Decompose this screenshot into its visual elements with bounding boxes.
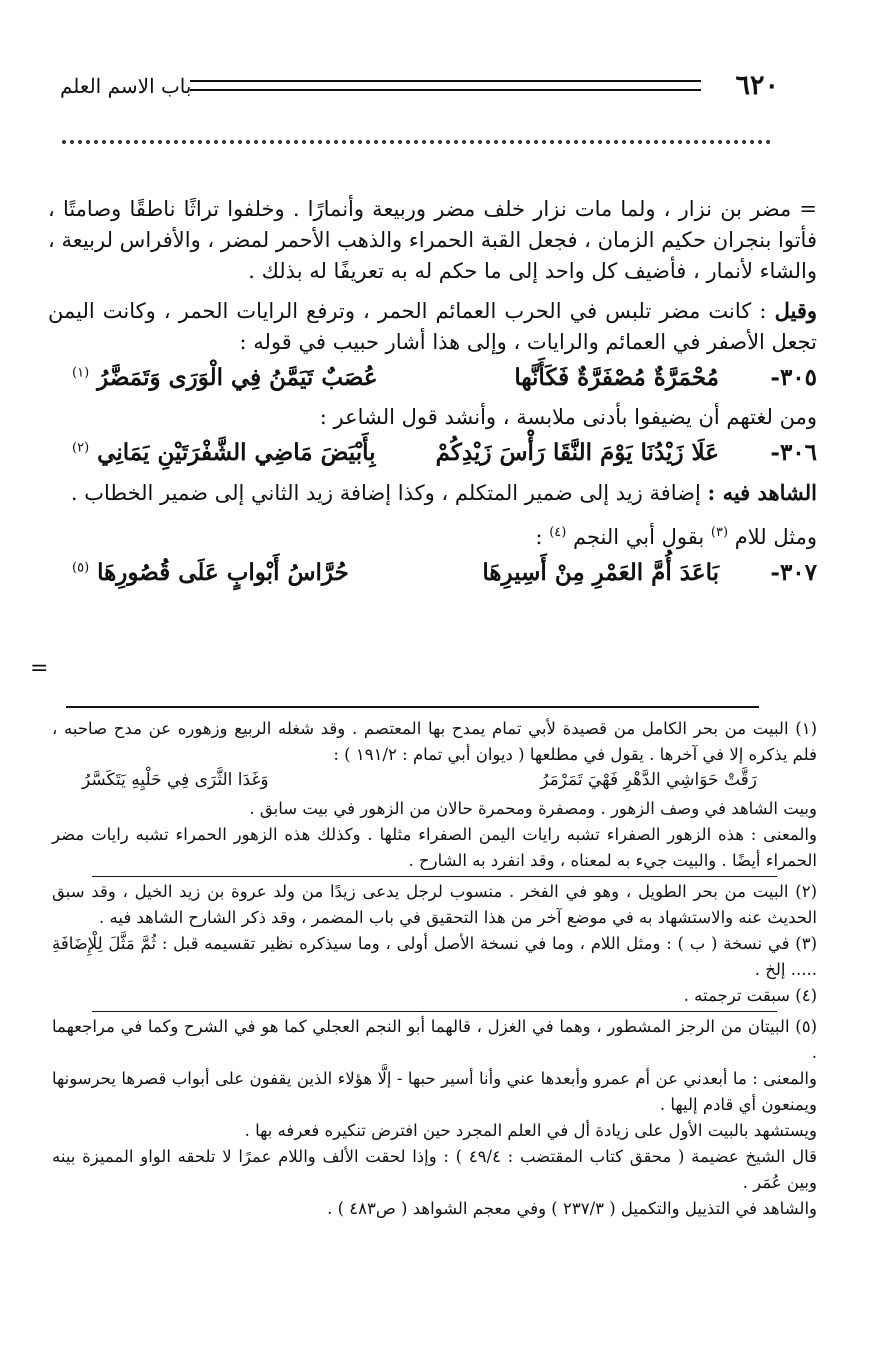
verse-hemistich-1: مُحْمَرَّةٌ مُصْفَرَّةٌ فَكَأَنَّها <box>514 364 719 391</box>
paragraph-2-lead: وقيل <box>774 298 817 323</box>
paragraph-5 <box>48 517 817 553</box>
footnote-4: (٤) سبقت ترجمته . <box>683 986 817 1005</box>
verse-306 <box>48 433 817 477</box>
main-text <box>48 194 817 597</box>
footnote-1b: وبيت الشاهد في وصف الزهور . ومصفرة ومحمرة حالان من الزهور في بيت سابق . <box>249 799 817 818</box>
paragraph-3: ومن لغتهم أن يضيفوا بأدنى ملابسة ، وأنشد قول الشاعر : <box>319 405 817 429</box>
footnote-5c: ويستشهد بالبيت الأول على زيادة أل في العلم المجرد حين افترض تنكيره فعرفه بها . <box>244 1121 817 1140</box>
footnote-ref: (١) <box>72 365 90 381</box>
continuation-mark: = <box>30 656 49 681</box>
page-header <box>60 70 779 104</box>
footnote-5b: والمعنى : ما أبعدني عن أم عمرو وأبعدها عني وأنا أسير حبها - إلَّا هؤلاء الذين يقفون على أبواب قصرها يحرسونها ويمنعون أي قادم إليها . <box>52 1069 817 1114</box>
paragraph-5-end: : <box>535 525 543 549</box>
footnote-verse-b: وَغَدَا الثَّرَى فِي حَلْيِهِ يَتَكَسَّرُ <box>82 770 269 790</box>
paragraph-2 <box>48 295 817 358</box>
header-double-rule <box>190 80 701 91</box>
verse-307 <box>48 553 817 597</box>
verse-hemistich-1: بَاعَدَ أُمَّ العَمْرِ مِنْ أَسِيرِهَا <box>482 559 719 586</box>
footnote-rule <box>66 706 759 708</box>
footnote-2: (٢) البيت من بحر الطويل ، وهو في الفخر . منسوب لرجل يدعى زيدًا من ولد عروة بن زيد الخيل ، وقد سبق الحديث عنه والاستشهاد به في موضع آخر من هذا التحقيق في باب المضمر ، وقد ذكر الشارح الشاهد فيه . <box>52 882 817 927</box>
paragraph-4-lead: الشاهد فيه : <box>707 480 817 505</box>
footnote-5: (٥) البيتان من الرجز المشطور ، وهما في الغزل ، قالهما أبو النجم العجلي كما هو في الشرح وكما في مراجعهما . <box>52 1017 817 1062</box>
verse-hemistich-2-text: عُصَبٌ تَيَمَّنُ فِي الْوَرَى وَتَمَضَّرُ <box>97 364 378 391</box>
paragraph-1: = مضر بن نزار ، ولما مات نزار خلف مضر وربيعة وأنمارًا . وخلفوا تراثًا ناطقًا وصامتًا ، فأتوا بنجران حكيم الزمان ، فجعل القبة الحمراء والذهب الأحمر لمضر ، والأفراس لربيعة ، والشاء لأنمار ، فأضيف كل واحد إلى ما حكم له به تعريفًا له بذلك . <box>48 197 817 283</box>
verse-number: ٣٠٧- <box>770 559 817 586</box>
footnote-5e: والشاهد في التذييل والتكميل ( ٢٣٧/٣ ) وفي معجم الشواهد ( ص٤٨٣ ) . <box>327 1199 817 1218</box>
footnote-1-verse <box>52 768 817 796</box>
verse-number: ٣٠٦- <box>770 439 817 466</box>
chapter-title: باب الاسم العلم <box>60 74 192 98</box>
footnote-1: (١) البيت من بحر الكامل من قصيدة لأبي تمام يمدح بها المعتصم . وقد شغله الربيع وزهوره عن مدح صاحبه ، فلم يذكره إلا في آخرها . يقول في مطلعها ( ديوان أبي تمام : ١٩١/٢ ) : <box>52 719 817 764</box>
verse-hemistich-2 <box>72 439 376 466</box>
verse-hemistich-2 <box>72 559 349 586</box>
footnote-divider <box>92 876 777 877</box>
paragraph-2-text: : كانت مضر تلبس في الحرب العمائم الحمر ، وترفع الرايات الحمر ، وكانت اليمن تجعل الأصفر في العمائم والرايات ، وإلى هذا أشار حبيب في قوله : <box>48 299 817 354</box>
paragraph-4 <box>48 477 817 509</box>
dotted-separator <box>62 140 771 144</box>
verse-number: ٣٠٥- <box>770 364 817 391</box>
verse-305 <box>48 358 817 402</box>
paragraph-5-text: ومثل للام <box>734 525 817 549</box>
paragraph-5-mid: بقول أبي النجم <box>573 525 705 549</box>
verse-hemistich-2-text: حُرَّاسُ أَبْوابٍ عَلَى قُصُورِهَا <box>97 559 349 586</box>
footnotes <box>52 716 817 1222</box>
footnote-ref: (٤) <box>549 525 567 540</box>
verse-hemistich-2-text: بِأَبْيَضَ مَاضِي الشَّفْرَتَيْنِ يَمَانِي <box>97 439 376 466</box>
footnote-divider <box>92 1011 777 1012</box>
footnote-ref: (٣) <box>710 525 729 540</box>
paragraph-4-text: إضافة زيد إلى ضمير المتكلم ، وكذا إضافة زيد الثاني إلى ضمير الخطاب . <box>70 481 701 505</box>
footnote-verse-a: رَقَّتْ حَوَاشِي الدَّهْرِ فَهْيَ تَمَرْمَرُ <box>540 770 757 790</box>
verse-hemistich-1: عَلَا زَيْدُنَا يَوْمَ النَّقَا رَأْسَ زَيْدِكُمْ <box>435 439 719 466</box>
page-number: ٦٢٠ <box>735 70 779 101</box>
footnote-3: (٣) في نسخة ( ب ) : ومثل اللام ، وما في نسخة الأصل أولى ، وما سيذكره نظير تقسيمه قبل : ثُمَّ مَثَّلَ لِلْإِضَافَةِ ..... إلخ . <box>52 934 817 979</box>
footnote-ref: (٥) <box>72 560 90 576</box>
footnote-5d: قال الشيخ عضيمة ( محقق كتاب المقتضب : ٤٩/٤ ) : وإذا لحقت الألف واللام عمرًا لا تلحقه الواو المميزة بينه وبين عُمَر . <box>52 1147 817 1192</box>
footnote-1c: والمعنى : هذه الزهور الصفراء تشبه رايات اليمن الصفراء مثلها . وكذلك هذه الزهور الحمراء تشبه رايات مضر الحمراء أيضًا . والبيت جيء به لمعناه ، وقد انفرد به الشارح . <box>52 825 817 870</box>
footnote-ref: (٢) <box>72 440 90 456</box>
verse-hemistich-2 <box>72 364 378 391</box>
